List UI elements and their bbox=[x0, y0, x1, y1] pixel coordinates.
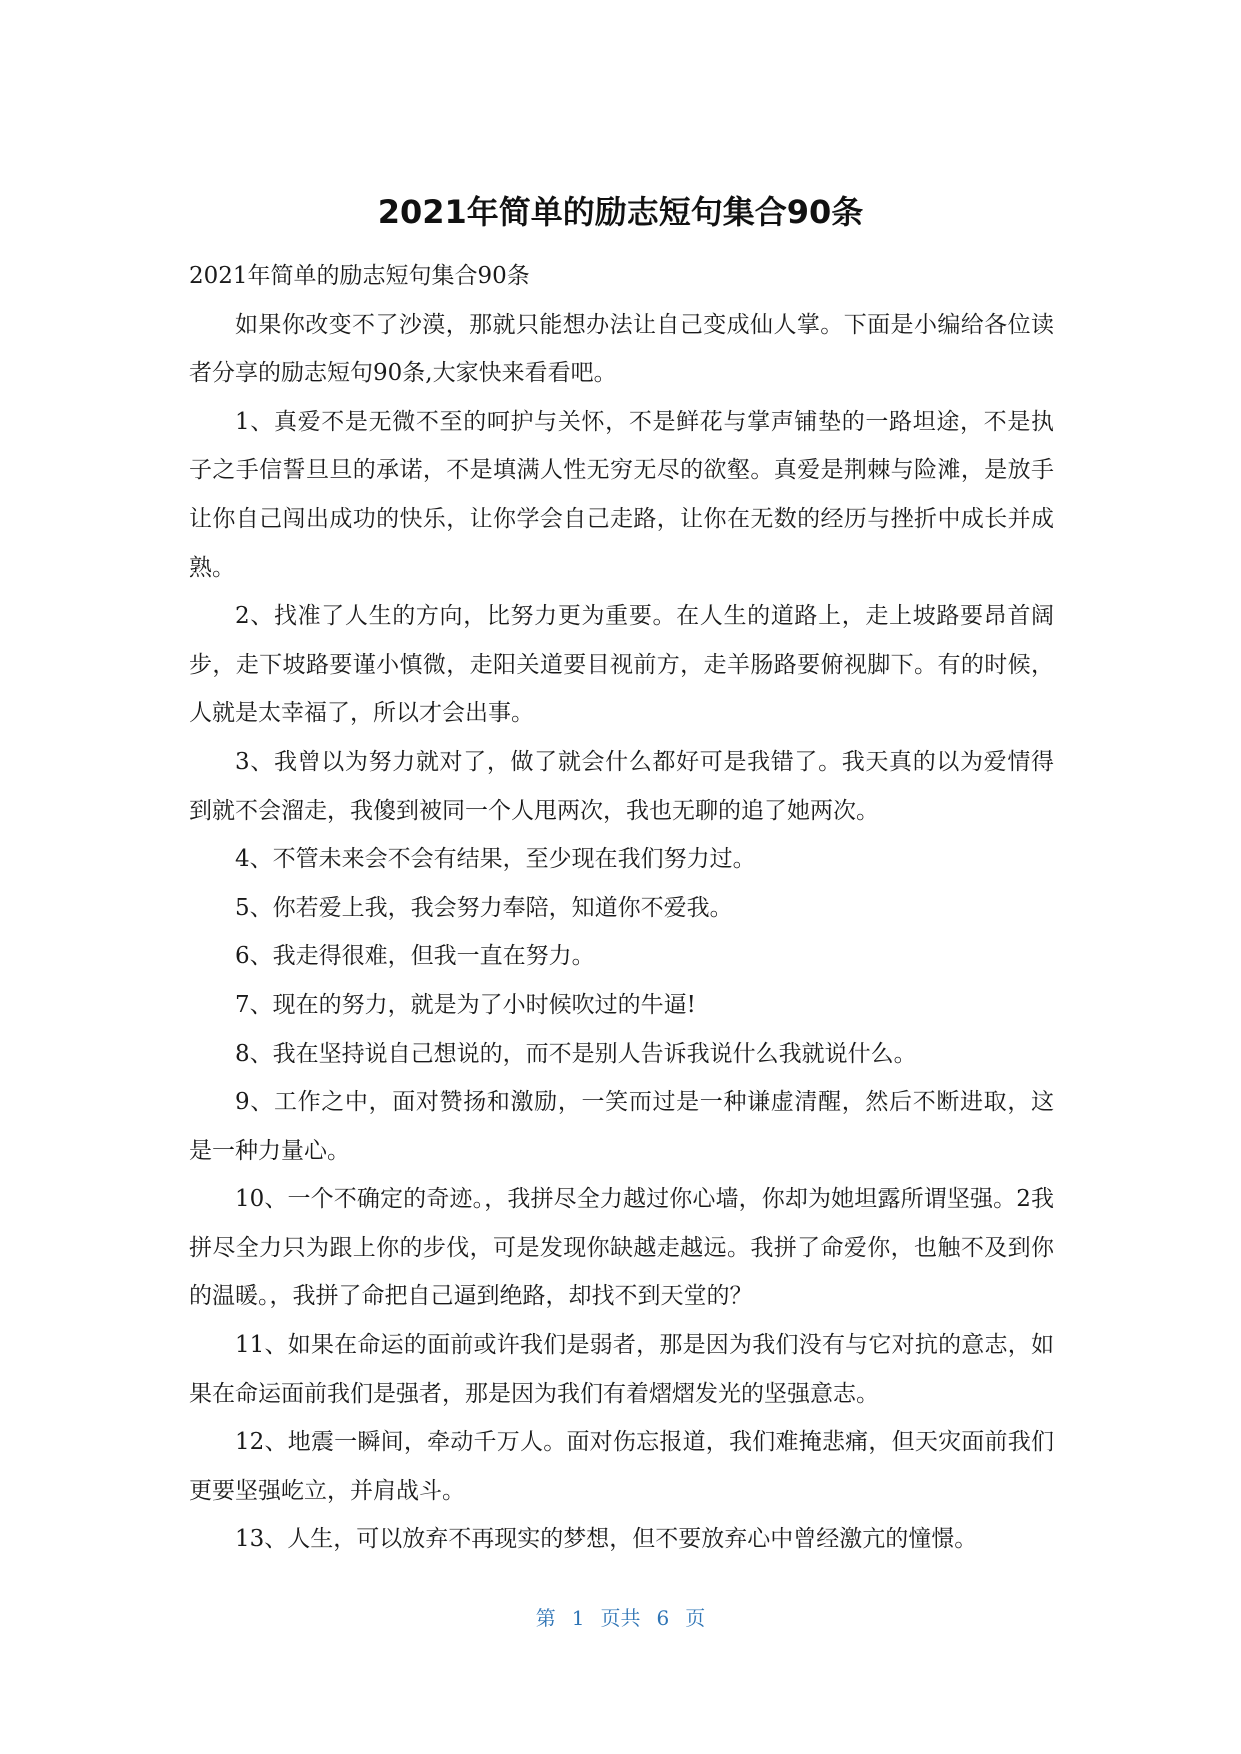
total-pages-number: 6 bbox=[656, 1606, 670, 1630]
intro-paragraph: 如果你改变不了沙漠，那就只能想办法让自己变成仙人掌。下面是小编给各位读者分享的励志短句90条,大家快来看看吧。 bbox=[189, 311, 1054, 387]
document-title: 2021年简单的励志短句集合90条 bbox=[377, 193, 864, 231]
page-label-prefix: 第 bbox=[535, 1606, 556, 1630]
page-footer bbox=[0, 1604, 1241, 1632]
document-body bbox=[189, 252, 1054, 1564]
list-item: 12、地震一瞬间，牵动千万人。面对伤忘报道，我们难掩悲痛，但天灾面前我们更要坚强屹立，并肩战斗。 bbox=[189, 1429, 1054, 1504]
list-item: 4、不管未来会不会有结果，至少现在我们努力过。 bbox=[235, 846, 756, 873]
list-item: 2、找准了人生的方向，比努力更为重要。在人生的道路上，走上坡路要昂首阔步，走下坡路要谨小慎微，走阳关道要目视前方，走羊肠路要俯视脚下。有的时候，人就是太幸福了，所以才会出事。 bbox=[189, 603, 1054, 727]
list-item: 11、如果在命运的面前或许我们是弱者，那是因为我们没有与它对抗的意志，如果在命运面前我们是强者，那是因为我们有着熠熠发光的坚强意志。 bbox=[189, 1332, 1054, 1407]
list-item: 3、我曾以为努力就对了，做了就会什么都好可是我错了。我天真的以为爱情得到就不会溜走，我傻到被同一个人甩两次，我也无聊的追了她两次。 bbox=[189, 748, 1054, 824]
list-item: 1、真爱不是无微不至的呵护与关怀，不是鲜花与掌声铺垫的一路坦途，不是执子之手信誓旦旦的承诺，不是填满人性无穷无尽的欲壑。真爱是荆棘与险滩，是放手让你自己闯出成功的快乐，让你学会自己走路，让你在无数的经历与挫折中成长并成熟。 bbox=[189, 408, 1054, 581]
list-item: 6、我走得很难，但我一直在努力。 bbox=[235, 943, 595, 970]
list-item: 10、一个不确定的奇迹。，我拼尽全力越过你心墙，你却为她坦露所谓坚强。2我拼尽全力只为跟上你的步伐，可是发现你缺越走越远。我拼了命爱你，也触不及到你的温暖。，我拼了命把自己逼到绝路，却找不到天堂的？ bbox=[189, 1186, 1054, 1310]
list-item: 5、你若爱上我，我会努力奉陪，知道你不爱我。 bbox=[235, 894, 733, 921]
list-item: 8、我在坚持说自己想说的，而不是别人告诉我说什么我就说什么。 bbox=[235, 1040, 917, 1067]
document-subtitle: 2021年简单的励志短句集合90条 bbox=[189, 263, 530, 289]
page-label-suffix: 页 bbox=[685, 1606, 706, 1630]
list-item: 9、工作之中，面对赞扬和激励，一笑而过是一种谦虚清醒，然后不断进取，这是一种力量心。 bbox=[189, 1089, 1054, 1164]
current-page-number: 1 bbox=[571, 1606, 585, 1630]
page-label-middle: 页共 bbox=[600, 1606, 641, 1630]
list-item: 13、人生，可以放弃不再现实的梦想，但不要放弃心中曾经激亢的憧憬。 bbox=[235, 1526, 978, 1553]
list-item: 7、现在的努力，就是为了小时候吹过的牛逼! bbox=[235, 991, 696, 1018]
